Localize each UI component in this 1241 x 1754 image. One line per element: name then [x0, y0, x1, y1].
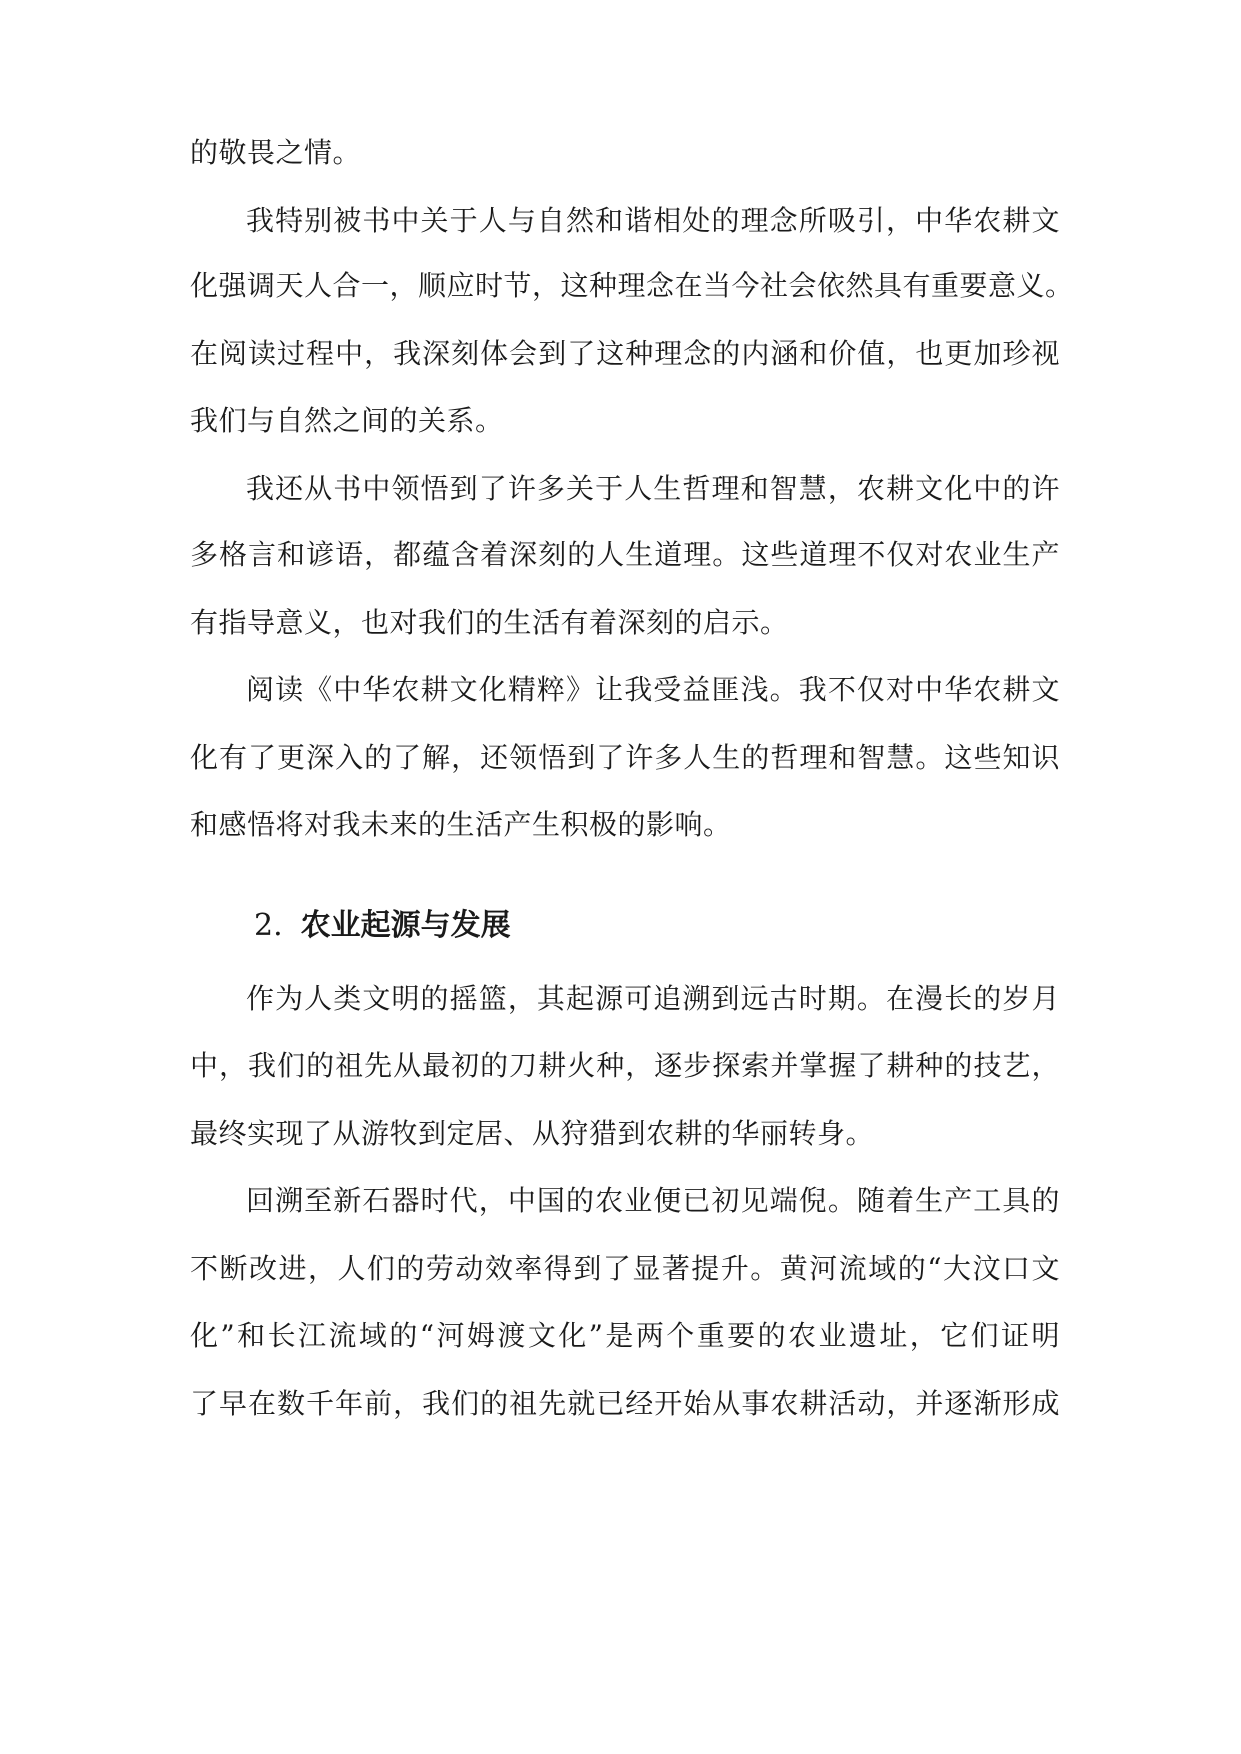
paragraph-line: 作为人类文明的摇篮，其起源可追溯到远古时期。在漫长的岁月 — [246, 982, 1060, 1015]
paragraph-line: 和感悟将对我未来的生活产生积极的影响。 — [190, 808, 732, 841]
paragraph-line: 了早在数千年前，我们的祖先就已经开始从事农耕活动，并逐渐形成 — [190, 1387, 1060, 1420]
paragraph-line: 我特别被书中关于人与自然和谐相处的理念所吸引，中华农耕文 — [246, 204, 1060, 237]
paragraph-line: 有指导意义，也对我们的生活有着深刻的启示。 — [190, 606, 789, 639]
paragraph-line: 我还从书中领悟到了许多关于人生哲理和智慧，农耕文化中的许 — [246, 472, 1060, 505]
paragraph-line: 多格言和谚语，都蕴含着深刻的人生道理。这些道理不仅对农业生产 — [190, 538, 1060, 571]
paragraph-line: 在阅读过程中，我深刻体会到了这种理念的内涵和价值，也更加珍视 — [190, 337, 1060, 370]
paragraph-line: 中，我们的祖先从最初的刀耕火种，逐步探索并掌握了耕种的技艺， — [190, 1049, 1060, 1082]
heading-number: 2. — [254, 908, 283, 943]
paragraph-line: 化强调天人合一，顺应时节，这种理念在当今社会依然具有重要意义。 — [190, 269, 1074, 302]
paragraph-line: 不断改进，人们的劳动效率得到了显著提升。黄河流域的“大汶口文 — [190, 1252, 1060, 1285]
paragraph-line: 阅读《中华农耕文化精粹》让我受益匪浅。我不仅对中华农耕文 — [246, 673, 1060, 706]
paragraph-line: 回溯至新石器时代，中国的农业便已初见端倪。随着生产工具的 — [246, 1184, 1060, 1217]
paragraph-line: 化有了更深入的了解，还领悟到了许多人生的哲理和智慧。这些知识 — [190, 741, 1060, 774]
section-heading — [254, 905, 511, 947]
paragraph-line: 我们与自然之间的关系。 — [190, 404, 504, 437]
heading-title: 农业起源与发展 — [300, 908, 511, 943]
paragraph-line: 化”和长江流域的“河姆渡文化”是两个重要的农业遗址，它们证明 — [190, 1319, 1060, 1352]
paragraph-line: 的敬畏之情。 — [190, 136, 362, 169]
paragraph-line: 最终实现了从游牧到定居、从狩猎到农耕的华丽转身。 — [190, 1117, 875, 1150]
